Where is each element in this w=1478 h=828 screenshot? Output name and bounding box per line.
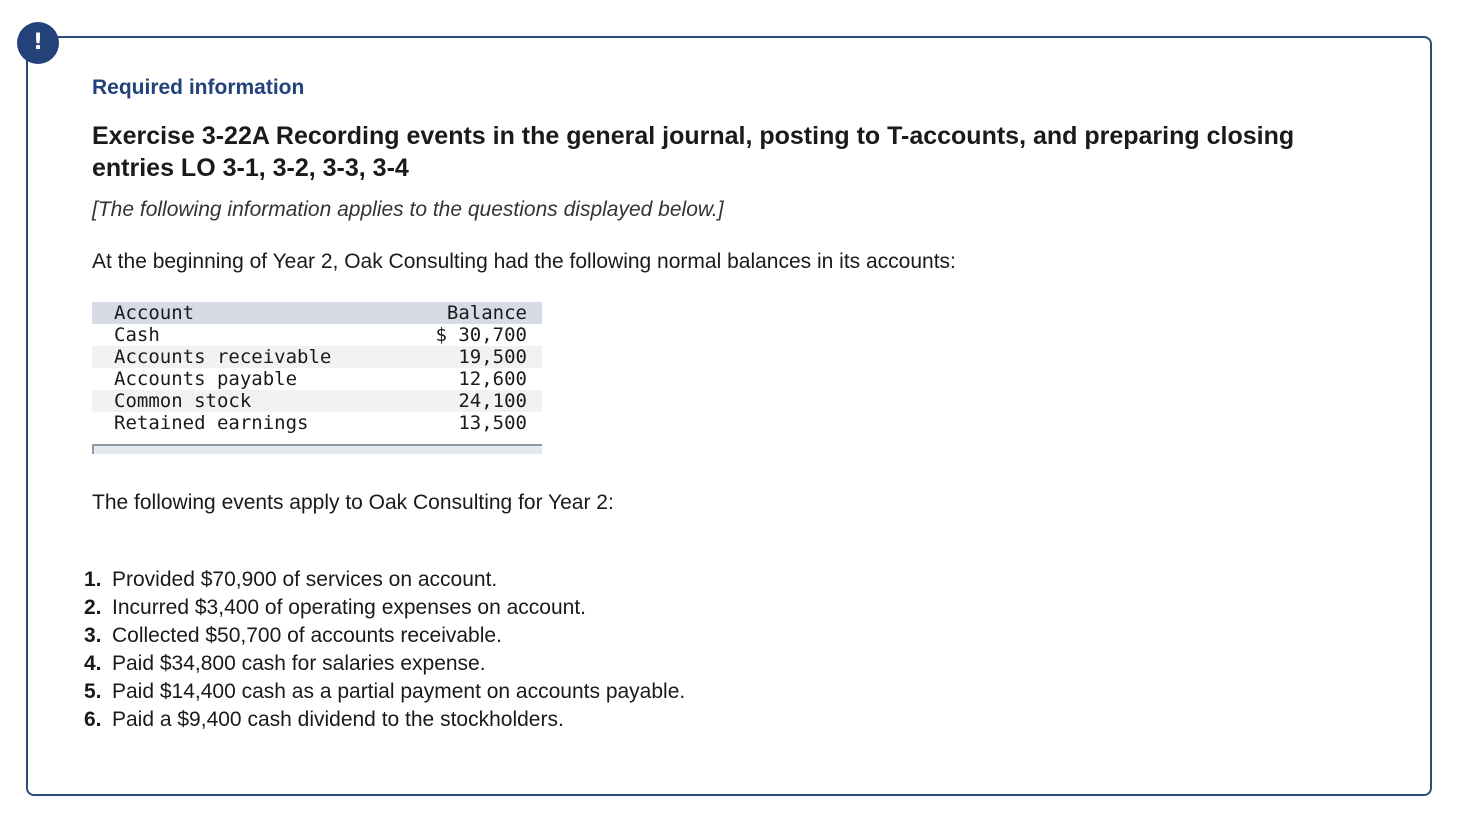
list-item [84,650,685,678]
list-item [84,678,685,706]
event-text: Incurred $3,400 of operating expenses on account. [112,596,586,619]
required-info-heading: Required information [92,76,305,99]
event-number: 6. [84,708,102,731]
event-number: 4. [84,652,102,675]
exercise-title: Exercise 3-22A Recording events in the general journal, posting to T-accounts, and preparing closing entries LO 3-1, 3-2, 3-3, 3-4 [92,122,1295,182]
account-balance: 13,500 [458,412,527,434]
event-text: Collected $50,700 of accounts receivable. [112,624,502,647]
event-number: 5. [84,680,102,703]
exclamation-icon: ! [17,22,59,64]
event-number: 1. [84,568,102,591]
list-item [84,706,685,734]
event-text: Paid a $9,400 cash dividend to the stockholders. [112,708,564,731]
balances-table [92,302,542,434]
account-name: Cash [114,324,160,346]
account-balance: 19,500 [458,346,527,368]
event-text: Paid $34,800 cash for salaries expense. [112,652,486,675]
event-text: Paid $14,400 cash as a partial payment on accounts payable. [112,680,686,703]
event-number: 2. [84,596,102,619]
table-header-row [92,302,542,324]
list-item [84,622,685,650]
account-name: Accounts receivable [114,346,332,368]
account-balance: 24,100 [458,390,527,412]
table-footer-bar [92,444,542,454]
list-item [84,566,685,594]
account-balance: 12,600 [458,368,527,390]
intro-text: At the beginning of Year 2, Oak Consulting had the following normal balances in its accounts: [92,250,956,273]
column-header-balance: Balance [446,302,527,324]
applies-note: [The following information applies to the questions displayed below.] [92,198,724,221]
account-name: Retained earnings [114,412,309,434]
table-row [92,390,542,412]
account-balance: $ 30,700 [435,324,527,346]
account-name: Common stock [114,390,252,412]
list-item [84,594,685,622]
events-list [84,566,685,734]
account-name: Accounts payable [114,368,298,390]
table-row [92,368,542,390]
event-text: Provided $70,900 of services on account. [112,568,498,591]
event-number: 3. [84,624,102,647]
events-intro: The following events apply to Oak Consulting for Year 2: [92,491,614,514]
table-row [92,412,542,434]
column-header-account: Account [114,302,195,324]
table-row [92,324,542,346]
table-row [92,346,542,368]
required-info-card [26,36,1432,796]
